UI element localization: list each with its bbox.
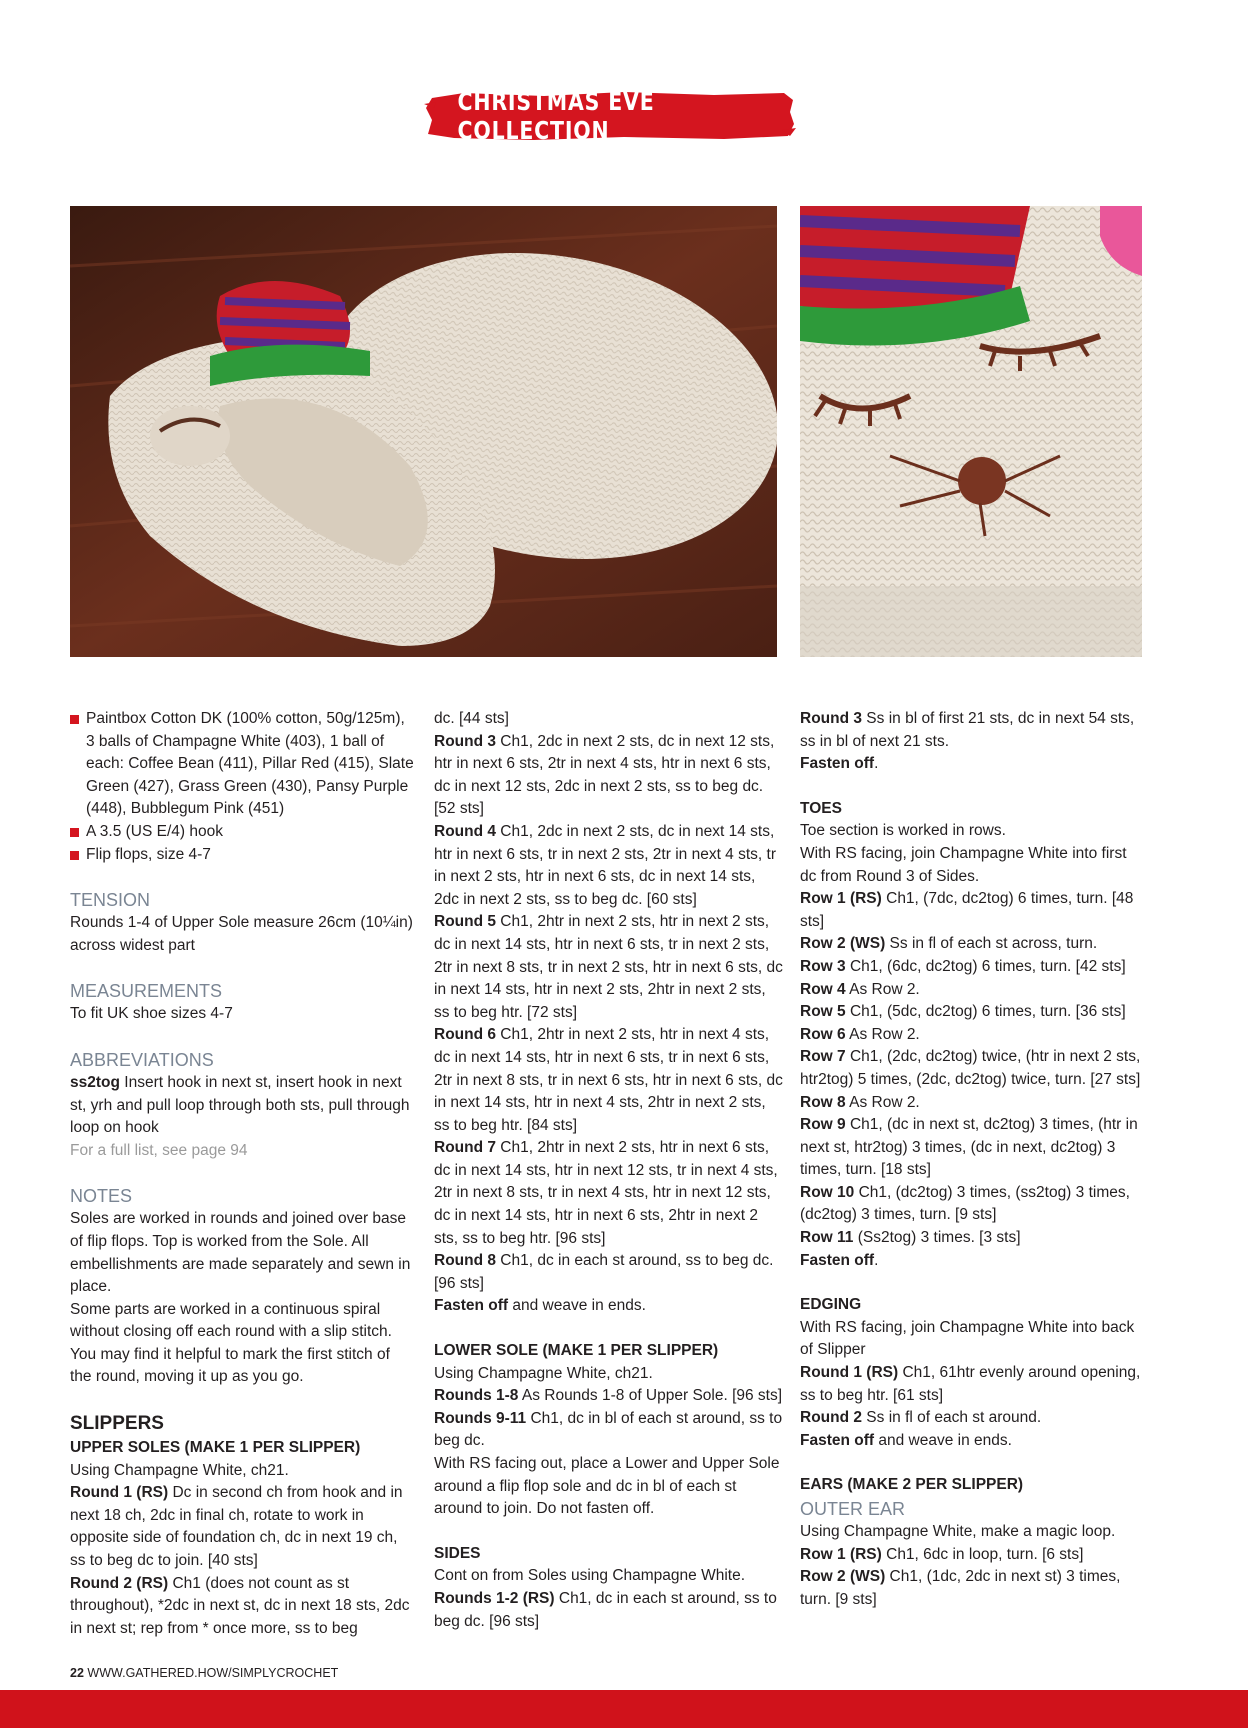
instruction-row: Row 10 Ch1, (dc2tog) 3 times, (ss2tog) 3 times, (dc2tog) 3 times, turn. [9 sts] bbox=[800, 1183, 1130, 1224]
instruction-round: Round 1 (RS) Dc in second ch from hook and in next 18 ch, 2dc in final ch, rotate to work in opposite side of foundation ch, dc in next 19 ch, ss to beg dc to join. [40 sts] bbox=[70, 1484, 403, 1570]
measurements-heading: MEASUREMENTS bbox=[70, 981, 223, 1002]
sides-heading: SIDES bbox=[434, 1544, 481, 1562]
instruction-round: Rounds 1-8 As Rounds 1-8 of Upper Sole. [96 sts] bbox=[434, 1387, 783, 1405]
materials-item: Paintbox Cotton DK (100% cotton, 50g/125m), 3 balls of Champagne White (403), 1 ball of each: Coffee Bean (411), Pillar Red (415), Slate Green (427), Grass Green (430), Pansy Purple (448), Bubblegum Pink (451) bbox=[70, 708, 415, 821]
footer-red-bar bbox=[0, 1690, 1248, 1728]
slipper-face-closeup-photo bbox=[800, 206, 1142, 657]
bullet-square-icon bbox=[70, 851, 79, 860]
slippers-heading: SLIPPERS bbox=[70, 1413, 164, 1435]
bullet-square-icon bbox=[70, 715, 79, 724]
outer-ear-subheading: OUTER EAR bbox=[800, 1499, 906, 1519]
instruction-row: Row 11 (Ss2tog) 3 times. [3 sts] bbox=[800, 1229, 1021, 1247]
ears-heading: EARS (MAKE 2 PER SLIPPER) bbox=[800, 1476, 1024, 1494]
materials-item: A 3.5 (US E/4) hook bbox=[70, 821, 415, 844]
toes-intro: Toe section is worked in rows. bbox=[800, 822, 1006, 840]
lower-sole-intro: Using Champagne White, ch21. bbox=[434, 1364, 653, 1382]
sides-intro: Cont on from Soles using Champagne White. bbox=[434, 1567, 746, 1585]
column-1 bbox=[70, 708, 415, 1640]
edging-intro: With RS facing, join Champagne White into back of Slipper bbox=[800, 1318, 1135, 1359]
column-2 bbox=[434, 708, 784, 1633]
instruction-row: Row 1 (RS) Ch1, 6dc in loop, turn. [6 sts] bbox=[800, 1545, 1084, 1563]
footer-url: WWW.GATHERED.HOW/SIMPLYCROCHET bbox=[87, 1666, 339, 1680]
materials-item: Flip flops, size 4-7 bbox=[70, 844, 415, 867]
measurements-text: To fit UK shoe sizes 4-7 bbox=[70, 1005, 233, 1023]
instruction-round: Round 3 Ss in bl of first 21 sts, dc in next 54 sts, ss in bl of next 21 sts. bbox=[800, 710, 1135, 750]
instruction-round: Round 7 Ch1, 2htr in next 2 sts, htr in next 6 sts, dc in next 14 sts, htr in next 12 sts, tr in next 4 sts, 2tr in next 8 sts, tr in next 4 sts, htr in next 12 sts, dc in next 14 sts, htr in next 6 sts, 2htr in next 2 sts, ss to beg htr. [96 sts] bbox=[434, 1139, 778, 1247]
instruction-row: Row 7 Ch1, (2dc, dc2tog) twice, (htr in next 2 sts, htr2tog) 5 times, (2dc, dc2tog) twice, turn. [27 sts] bbox=[800, 1048, 1141, 1088]
instruction-row: Row 5 Ch1, (5dc, dc2tog) 6 times, turn. [36 sts] bbox=[800, 1003, 1126, 1021]
instruction-row: Row 3 Ch1, (6dc, dc2tog) 6 times, turn. [42 sts] bbox=[800, 957, 1126, 975]
abbreviations-heading: ABBREVIATIONS bbox=[70, 1049, 214, 1070]
instruction-row: Row 9 Ch1, (dc in next st, dc2tog) 3 times, (htr in next st, htr2tog) 3 times, (dc in next, dc2tog) 3 times, turn. [18 sts] bbox=[800, 1116, 1138, 1179]
instruction-row: Row 1 (RS) Ch1, (7dc, dc2tog) 6 times, turn. [48 sts] bbox=[800, 890, 1134, 930]
instruction-round: Round 2 (RS) Ch1 (does not count as st throughout), *2dc in next st, dc in next 18 sts, 2dc in next st; rep from * once more, ss to beg bbox=[70, 1574, 410, 1637]
instruction-round: Rounds 1-2 (RS) Ch1, dc in each st around, ss to beg dc. [96 sts] bbox=[434, 1589, 777, 1630]
page-footer bbox=[70, 1666, 338, 1680]
materials-list bbox=[70, 708, 415, 866]
instruction-row: Row 4 As Row 2. bbox=[800, 980, 920, 998]
upper-soles-heading: UPPER SOLES (MAKE 1 PER SLIPPER) bbox=[70, 1439, 361, 1457]
column-3 bbox=[800, 708, 1145, 1611]
instruction-round: Rounds 9-11 Ch1, dc in bl of each st around, ss to beg dc. bbox=[434, 1409, 783, 1450]
fasten-off-line: Fasten off. bbox=[800, 1251, 879, 1269]
instruction-row: Row 2 (WS) Ss in fl of each st across, turn. bbox=[800, 935, 1098, 953]
instruction-round: Round 2 Ss in fl of each st around. bbox=[800, 1409, 1042, 1427]
toes-heading: TOES bbox=[800, 799, 842, 817]
banner-title: CHRISTMAS EVE COLLECTION bbox=[457, 87, 655, 145]
instruction-round: Round 4 Ch1, 2dc in next 2 sts, dc in next 14 sts, htr in next 6 sts, tr in next 2 sts, 2tr in next 4 sts, tr in next 2 sts, htr in next 6 sts, dc in next 14 sts, 2dc in next 2 sts, ss to beg dc. [60 sts] bbox=[434, 822, 776, 908]
lower-sole-heading: LOWER SOLE (MAKE 1 PER SLIPPER) bbox=[434, 1342, 719, 1360]
tension-heading: TENSION bbox=[70, 890, 151, 911]
toes-intro: With RS facing, join Champagne White into first dc from Round 3 of Sides. bbox=[800, 844, 1127, 885]
slipper-pair-photo bbox=[70, 206, 777, 657]
instruction-round: Round 5 Ch1, 2htr in next 2 sts, htr in next 2 sts, dc in next 14 sts, htr in next 6 sts, tr in next 2 sts, 2tr in next 8 sts, tr in next 2 sts, htr in next 6 sts, dc in next 14 sts, htr in next 2 sts, 2htr in next 2 sts, ss to beg htr. [72 sts] bbox=[434, 913, 783, 1021]
abbreviations-note: For a full list, see page 94 bbox=[70, 1141, 248, 1159]
notes-heading: NOTES bbox=[70, 1186, 133, 1207]
instruction-round: Round 1 (RS) Ch1, 61htr evenly around opening, ss to beg htr. [61 sts] bbox=[800, 1364, 1141, 1404]
upper-soles-intro: Using Champagne White, ch21. bbox=[70, 1461, 289, 1479]
instruction-round: Round 6 Ch1, 2htr in next 2 sts, htr in next 4 sts, dc in next 14 sts, htr in next 6 sts, tr in next 6 sts, 2tr in next 8 sts, tr in next 6 sts, htr in next 6 sts, dc in next 14 sts, htr in next 4 sts, 2htr in next 2 sts, ss to beg htr. [84 sts] bbox=[434, 1026, 783, 1134]
page-number: 22 bbox=[70, 1666, 84, 1680]
notes-paragraph: Soles are worked in rounds and joined over base of flip flops. Top is worked from the Sole. All embellishments are made separately and sewn in place. bbox=[70, 1210, 411, 1296]
instruction-round: Round 3 Ch1, 2dc in next 2 sts, dc in next 12 sts, htr in next 6 sts, 2tr in next 4 sts, htr in next 6 sts, dc in next 12 sts, 2dc in next 2 sts, ss to beg dc. [52 sts] bbox=[434, 732, 775, 818]
instruction-row: Row 2 (WS) Ch1, (1dc, 2dc in next st) 3 times, turn. [9 sts] bbox=[800, 1568, 1121, 1608]
instruction-row: Row 8 As Row 2. bbox=[800, 1093, 920, 1111]
lower-sole-join: With RS facing out, place a Lower and Upper Sole around a flip flop sole and dc in bl of each st around to join. Do not fasten off. bbox=[434, 1455, 780, 1518]
notes-paragraph: Some parts are worked in a continuous spiral without closing off each round with a slip stitch. You may find it helpful to mark the first stitch of the round, moving it up as you go. bbox=[70, 1300, 392, 1386]
abbreviation-entry: ss2tog Insert hook in next st, insert hook in next st, yrh and pull loop through both sts, pull through loop on hook bbox=[70, 1073, 410, 1137]
bullet-square-icon bbox=[70, 828, 79, 837]
instruction-continued: dc. [44 sts] bbox=[434, 710, 509, 727]
instruction-round: Round 8 Ch1, dc in each st around, ss to beg dc. [96 sts] bbox=[434, 1252, 774, 1292]
tension-text: Rounds 1-4 of Upper Sole measure 26cm (10¼in) across widest part bbox=[70, 914, 413, 954]
fasten-off-line: Fasten off and weave in ends. bbox=[434, 1297, 646, 1315]
edging-heading: EDGING bbox=[800, 1296, 862, 1314]
section-banner bbox=[424, 87, 796, 145]
fasten-off-line: Fasten off. bbox=[800, 755, 879, 773]
fasten-off-line: Fasten off and weave in ends. bbox=[800, 1431, 1012, 1449]
instruction-row: Row 6 As Row 2. bbox=[800, 1025, 920, 1043]
ears-intro: Using Champagne White, make a magic loop. bbox=[800, 1523, 1116, 1540]
